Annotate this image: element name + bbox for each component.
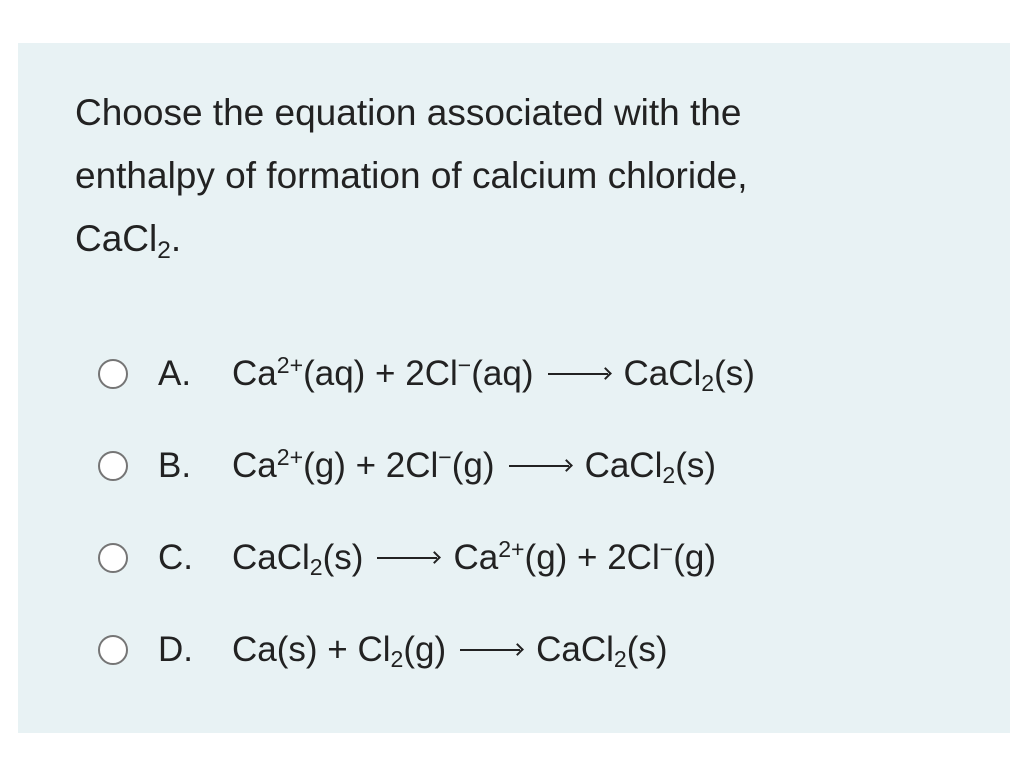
subscript-count: 2 [390,646,404,673]
subscript-count: 2 [662,462,676,489]
superscript-charge: 2+ [276,352,304,379]
option-a[interactable] [98,328,755,420]
formula-text: (g) [451,446,495,485]
answer-options [98,328,755,696]
option-equation [232,630,668,673]
formula-text: (s) [714,354,755,393]
question-period: . [170,218,182,259]
subscript-count: 2 [613,646,627,673]
formula-text: (s) [675,446,717,485]
formula-text: (g) + 2Cl [524,538,660,577]
formula-text: CaCl [584,446,663,485]
equation-products [623,354,755,397]
question-line-1: Choose the equation associated with the [75,92,742,133]
option-b[interactable] [98,420,755,512]
option-letter: A. [158,354,192,393]
option-letter: C. [158,538,193,577]
formula-text: (s) [626,630,668,669]
formula-text: CaCl [536,630,614,669]
formula-text: (s) [322,538,364,577]
formula-text: CaCl [75,218,158,259]
equation-products [536,630,668,673]
formula-text: Ca [232,354,277,393]
subscript-count: 2 [701,370,715,397]
reaction-arrow-icon [509,459,571,473]
formula-text: (aq) [471,354,534,393]
formula-text: (g) + 2Cl [303,446,439,485]
equation-reactants [232,538,364,581]
superscript-charge: − [457,352,472,379]
option-letter: B. [158,446,192,485]
question-line-3 [75,207,935,270]
formula-text: (g) [403,630,447,669]
superscript-charge: 2+ [498,536,525,563]
reaction-arrow-icon [548,367,610,381]
option-equation [232,352,755,397]
option-equation [232,536,717,581]
option-c[interactable] [98,512,755,604]
subscript-count: 2 [309,554,323,581]
formula-text: (aq) + 2Cl [303,354,458,393]
superscript-charge: − [659,536,674,563]
equation-reactants [232,446,495,486]
radio-button-b[interactable] [98,451,128,481]
formula-text: Ca [232,446,277,485]
question-card [18,43,1010,733]
formula-text: CaCl [623,354,702,393]
reaction-arrow-icon [377,551,439,565]
formula-text: (g) [673,538,717,577]
question-text [75,81,935,270]
formula-text: Ca [453,538,499,577]
reaction-arrow-icon [460,643,522,657]
equation-reactants [232,354,534,394]
option-equation [232,444,717,489]
equation-products [453,538,716,578]
option-letter: D. [158,630,193,669]
radio-button-a[interactable] [98,359,128,389]
formula-subscript: 2 [157,236,171,264]
question-line-2: enthalpy of formation of calcium chloride, [75,155,748,196]
superscript-charge: − [438,444,452,471]
option-d[interactable] [98,604,755,696]
equation-reactants [232,630,447,673]
formula-text: Ca(s) + Cl [232,630,391,669]
formula-text: CaCl [232,538,310,577]
equation-products [584,446,717,489]
radio-button-d[interactable] [98,635,128,665]
superscript-charge: 2+ [276,444,304,471]
radio-button-c[interactable] [98,543,128,573]
